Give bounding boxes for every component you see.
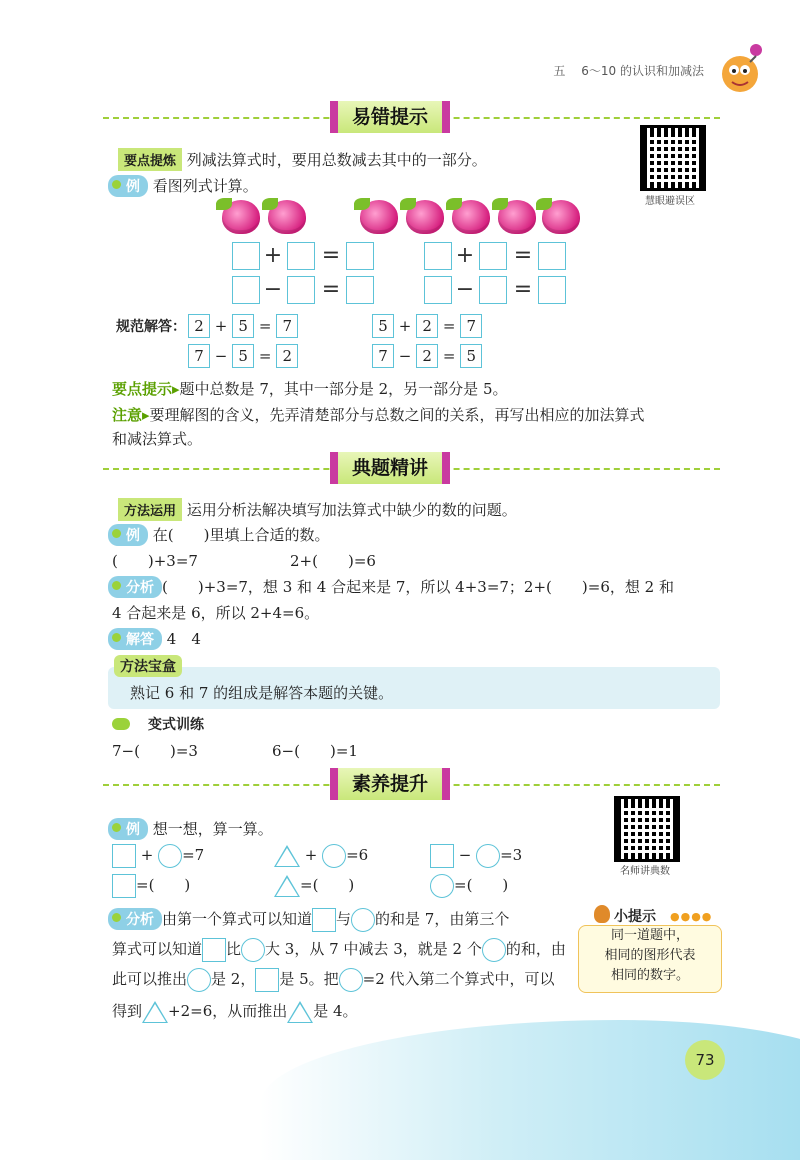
blank-box[interactable] (232, 242, 260, 270)
variant-title: 变式训练 (148, 717, 204, 733)
blank-box[interactable] (424, 242, 452, 270)
section-title-examples: 典题精讲 (330, 452, 450, 484)
page-number: 73 (685, 1040, 725, 1080)
answer-line (108, 628, 201, 650)
blank-box[interactable] (479, 276, 507, 304)
example-line-2 (108, 524, 330, 546)
shape-equation-2: + =6 (274, 844, 368, 868)
variant-question-1: 7−( )=3 (112, 742, 198, 760)
equals-sign: = (513, 243, 533, 268)
variant-icon (112, 718, 130, 730)
shape-analysis-line-4: 得到 +2=6，从而推出 是 4。 (112, 1000, 358, 1023)
example-text: 想一想，算一算。 (152, 820, 273, 838)
tip-line: 要点提示▸题中总数是 7，其中一部分是 2，另一部分是 5。 (112, 380, 508, 398)
peach-icon (222, 200, 260, 234)
answer-equation-4: 7 − 2 = 5 (372, 344, 482, 368)
analysis-pill: 分析 (108, 908, 162, 930)
example-text: 看图列式计算。 (152, 177, 258, 195)
tip-title: 小提示 (614, 909, 656, 925)
minus-sign: − (263, 277, 283, 302)
square-shape-icon (112, 844, 136, 868)
method-tag: 方法运用 (118, 498, 182, 521)
triangle-shape-icon (274, 875, 300, 897)
note-line-2: 和减法算式。 (112, 430, 203, 448)
peach-icon (498, 200, 536, 234)
tip-line-3: 相同的数字。 (610, 968, 689, 983)
qr-caption-2: 名师讲典数 (620, 866, 670, 877)
answer-pill: 解答 (108, 628, 162, 650)
equals-sign: = (321, 277, 341, 302)
key-point-text: 列减法算式时，要用总数减去其中的一部分。 (186, 151, 487, 169)
circle-shape-icon (476, 844, 500, 868)
analysis-line (108, 576, 674, 598)
key-point-line (118, 148, 487, 171)
note-text: 要理解图的含义，先弄清楚部分与总数之间的关系，再写出相应的加法算式 (149, 406, 645, 424)
analysis-text: ( )+3=7，想 3 和 4 合起来是 7，所以 4+3=7；2+( )=6，想 2 和 (162, 578, 674, 596)
chapter-number: 五 (553, 64, 566, 78)
answer-equation-2: 5 + 2 = 7 (372, 314, 482, 338)
answer-label: 规范解答： (116, 319, 186, 335)
qr-caption-1: 慧眼避误区 (645, 196, 695, 207)
section-title-literacy: 素养提升 (330, 768, 450, 800)
equals-sign: = (513, 277, 533, 302)
blank-box[interactable] (232, 276, 260, 304)
peach-icon (360, 200, 398, 234)
method-box-title: 方法宝盒 (114, 655, 182, 677)
answer-text: 4 4 (166, 630, 201, 648)
blank-box[interactable] (287, 242, 315, 270)
plus-sign: + (263, 243, 283, 268)
blank-box[interactable] (538, 242, 566, 270)
example-line (108, 175, 258, 197)
shape-analysis-line-3: 此可以推出 是 2， 是 5。把 =2 代入第二个算式中，可以 (112, 968, 555, 992)
tip-line-1: 同一道题中， (610, 928, 689, 943)
equals-sign: = (321, 243, 341, 268)
example-line-3 (108, 818, 273, 840)
plus-sign: + (455, 243, 475, 268)
peach-icon (268, 200, 306, 234)
variant-question-2: 6−( )=1 (272, 742, 358, 760)
shape-analysis-line-2: 算式可以知道 比 大 3，从 7 中减去 3，就是 2 个 的和，由 (112, 938, 566, 962)
circle-shape-icon (158, 844, 182, 868)
section-title-mistakes: 易错提示 (330, 101, 450, 133)
method-line (118, 498, 517, 521)
shape-equation-1: + =7 (112, 844, 204, 868)
qr-code-1[interactable] (640, 125, 706, 191)
tip-text: 题中总数是 7，其中一部分是 2，另一部分是 5。 (179, 380, 508, 398)
question-1: ( )+3=7 (112, 552, 198, 570)
key-point-tag: 要点提炼 (118, 148, 182, 171)
example-pill: 例 (108, 524, 148, 546)
question-2: 2+( )=6 (290, 552, 376, 570)
shape-answer-2: =( ) (274, 874, 354, 897)
method-box-text: 熟记 6 和 7 的组成是解答本题的关键。 (130, 684, 394, 702)
chapter-title: 6～10 的认识和加减法 (581, 64, 704, 78)
tip-box (578, 925, 722, 993)
example-text: 在( )里填上合适的数。 (152, 526, 330, 544)
example-pill: 例 (108, 818, 148, 840)
answer-equation-1: 2 + 5 = 7 (188, 314, 298, 338)
circle-shape-icon (430, 874, 454, 898)
note-line: 注意▸要理解图的含义，先弄清楚部分与总数之间的关系，再写出相应的加法算式 (112, 406, 645, 424)
blank-box[interactable] (538, 276, 566, 304)
peach-icon (542, 200, 580, 234)
example-pill: 例 (108, 175, 148, 197)
page-header (553, 62, 704, 79)
answer-equation-3: 7 − 5 = 2 (188, 344, 298, 368)
blank-box[interactable] (479, 242, 507, 270)
square-shape-icon (430, 844, 454, 868)
method-text: 运用分析法解决填写加法算式中缺少的数的问题。 (186, 501, 517, 519)
shape-equation-3: − =3 (430, 844, 522, 868)
analysis-line-2: 4 合起来是 6，所以 2+4=6。 (112, 604, 320, 622)
blank-box[interactable] (287, 276, 315, 304)
shape-answer-1: =( ) (112, 874, 190, 898)
blank-box[interactable] (346, 242, 374, 270)
analysis-pill: 分析 (108, 576, 162, 598)
mascot-icon (712, 40, 770, 98)
shape-analysis-line-1: 分析 由第一个算式可以知道 与 的和是 7，由第三个 (108, 908, 509, 932)
tip-line-2: 相同的图形代表 (604, 948, 696, 963)
bird-icon (594, 905, 610, 923)
note-label: 注意 (112, 406, 143, 424)
minus-sign: − (455, 277, 475, 302)
circle-shape-icon (322, 844, 346, 868)
shape-answer-3: =( ) (430, 874, 508, 898)
square-shape-icon (112, 874, 136, 898)
blank-box[interactable] (424, 276, 452, 304)
bottom-wave-decoration (260, 1020, 800, 1160)
tip-label: 要点提示 (112, 380, 173, 398)
peach-icon (406, 200, 444, 234)
peach-icon (452, 200, 490, 234)
qr-code-2[interactable] (614, 796, 680, 862)
tip-stars-icon: ●●●● (670, 910, 713, 923)
blank-box[interactable] (346, 276, 374, 304)
triangle-shape-icon (274, 845, 300, 867)
